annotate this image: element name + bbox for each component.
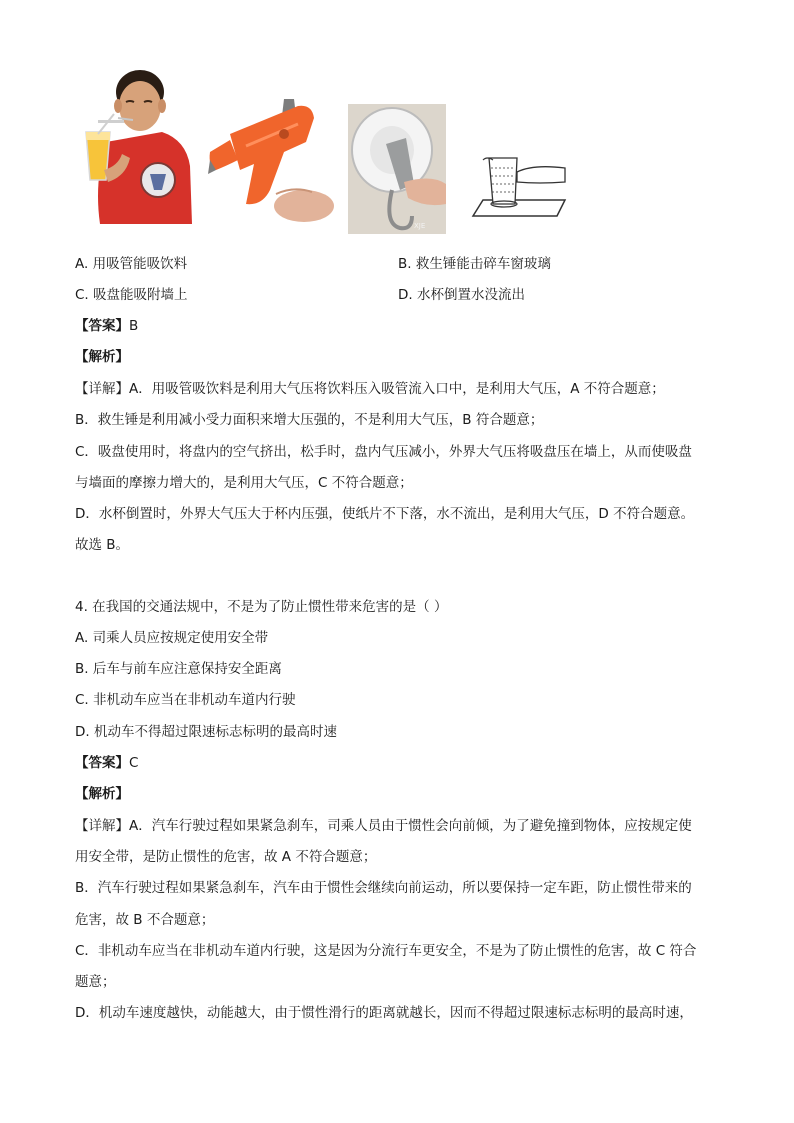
answer-label: 【答案】 bbox=[75, 318, 129, 334]
q4-option-b: B. 后车与前车应注意保持安全距离 bbox=[75, 661, 282, 677]
q3-option-c: C. 吸盘能吸附墙上 bbox=[75, 287, 188, 303]
q3-analysis-label: 【解析】 bbox=[75, 349, 129, 365]
q4-detail-line: B．汽车行驶过程如果紧急刹车，汽车由于惯性会继续向前运动，所以要保持一定车距，防止惯性带来的 bbox=[75, 880, 692, 896]
q3-detail-line: C．吸盘使用时，将盘内的空气挤出，松手时，盘内气压减小，外界大气压将吸盘压在墙上，从而使吸盘 bbox=[75, 444, 692, 460]
q4-option-d: D. 机动车不得超过限速标志标明的最高时速 bbox=[75, 724, 337, 740]
q4-question: 4. 在我国的交通法规中，不是为了防止惯性带来危害的是（ ） bbox=[75, 599, 448, 615]
q3-detail-line: D．水杯倒置时，外界大气压大于杯内压强，使纸片不下落，水不流出，是利用大气压，D 不符合题意。 bbox=[75, 506, 695, 522]
answer-label: 【答案】 bbox=[75, 755, 129, 771]
q4-detail-line: 题意； bbox=[75, 974, 116, 990]
inverted-water-cup-image bbox=[453, 154, 571, 228]
q4-option-c: C. 非机动车应当在非机动车道内行驶 bbox=[75, 692, 296, 708]
q3-answer bbox=[75, 316, 138, 336]
q4-analysis-label: 【解析】 bbox=[75, 786, 129, 802]
question-3-figures bbox=[78, 62, 578, 237]
answer-value: C bbox=[129, 755, 139, 771]
q3-option-d: D. 水杯倒置水没流出 bbox=[398, 287, 525, 303]
answer-value: B bbox=[129, 318, 139, 334]
q3-option-b: B. 救生锤能击碎车窗玻璃 bbox=[398, 256, 551, 272]
q4-detail-line: D．机动车速度越快，动能越大，由于惯性滑行的距离就越长，因而不得超过限速标志标明的最高时速， bbox=[75, 1005, 693, 1021]
q3-detail-line: 故选 B。 bbox=[75, 537, 130, 553]
q3-detail-line: B．救生锤是利用减小受力面积来增大压强的，不是利用大气压，B 符合题意； bbox=[75, 412, 544, 428]
suction-cup-hook-image bbox=[348, 104, 446, 234]
q4-detail-line: 【详解】A．汽车行驶过程如果紧急刹车，司乘人员由于惯性会向前倾，为了避免撞到物体，应按规定使 bbox=[75, 818, 692, 834]
q4-answer bbox=[75, 753, 138, 773]
q4-detail-line: 危害，故 B 不合题意； bbox=[75, 912, 215, 928]
svg-text:XJE: XJE bbox=[414, 222, 426, 230]
q4-option-a: A. 司乘人员应按规定使用安全带 bbox=[75, 630, 269, 646]
boy-drinking-with-straw-image bbox=[78, 62, 194, 224]
orange-safety-hammer-image bbox=[206, 94, 336, 224]
q3-detail-line: 与墙面的摩擦力增大的，是利用大气压，C 不符合题意； bbox=[75, 475, 413, 491]
q3-option-a: A. 用吸管能吸饮料 bbox=[75, 256, 188, 272]
q4-detail-line: C．非机动车应当在非机动车道内行驶，这是因为分流行车更安全，不是为了防止惯性的危害，故 C 符合 bbox=[75, 943, 697, 959]
q4-detail-line: 用安全带，是防止惯性的危害，故 A 不符合题意； bbox=[75, 849, 377, 865]
q3-detail-line: 【详解】A．用吸管吸饮料是利用大气压将饮料压入吸管流入口中，是利用大气压，A 不符合题意； bbox=[75, 381, 665, 397]
